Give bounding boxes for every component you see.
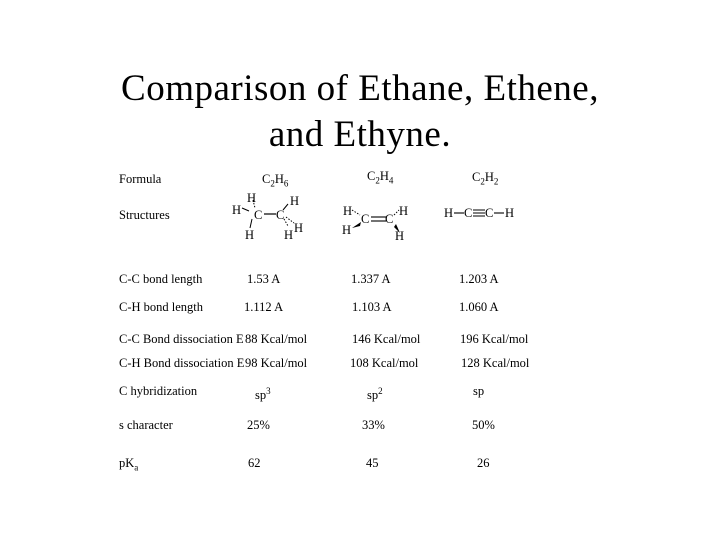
ethane-h-top-left: H [247, 191, 257, 205]
ethene-value: 33% [362, 418, 385, 432]
ethane-value: 88 Kcal/mol [245, 332, 308, 346]
ethane-hybridization: $sp^3$ [255, 386, 271, 403]
ethyne-value: 26 [477, 456, 490, 470]
formula-ethane: $C_2H_6$ [262, 172, 289, 189]
ethyne-value: 1.203 A [459, 272, 499, 286]
ethyne-c2: C [485, 206, 494, 220]
ethane-value: 1.53 A [247, 272, 281, 286]
ethene-h-bottom-right: H [395, 229, 405, 243]
ethane-value: 25% [247, 418, 270, 432]
formula-ethyne: $C_2H_2$ [472, 170, 499, 187]
ethene-value: 1.103 A [352, 300, 392, 314]
ethene-structure [340, 200, 420, 244]
ethyne-value: 1.060 A [459, 300, 499, 314]
ethene-h-bottom-left: H [342, 223, 352, 237]
row-label: C-H Bond dissociation E [119, 356, 245, 370]
ethene-h-top-right: H [399, 204, 409, 218]
row-label: C-H bond length [119, 300, 204, 314]
ethyne-structure [444, 206, 524, 226]
slide-title [0, 66, 720, 158]
ethene-c1: C [361, 212, 370, 226]
ethane-c2: C [276, 208, 285, 222]
ethane-c1: C [254, 208, 263, 222]
ethyne-value: 196 Kcal/mol [460, 332, 529, 346]
formula-label: Formula [119, 172, 162, 186]
ethyne-h-left: H [444, 206, 454, 220]
ethane-h-bottom-left: H [245, 228, 255, 242]
ethene-c2: C [385, 212, 394, 226]
ethane-value: 98 Kcal/mol [245, 356, 308, 370]
row-label: $pK_a$ [119, 456, 139, 473]
row-label: s character [119, 418, 173, 432]
ethene-value: 108 Kcal/mol [350, 356, 419, 370]
ethyne-hybridization: sp [473, 384, 485, 398]
title-line-2: and Ethyne. [268, 114, 452, 155]
ethane-h-right: H [294, 221, 304, 235]
ethyne-value: 50% [472, 418, 495, 432]
structures-label: Structures [119, 208, 170, 222]
ethane-h-left: H [232, 203, 242, 217]
ethene-value: 1.337 A [351, 272, 391, 286]
ethane-value: 62 [248, 456, 261, 470]
ethyne-h-right: H [505, 206, 515, 220]
row-label: C hybridization [119, 384, 198, 398]
title-line-1: Comparison of Ethane, Ethene, [121, 68, 599, 109]
ethane-value: 1.112 A [244, 300, 284, 314]
ethene-value: 45 [366, 456, 379, 470]
formula-ethene: $C_2H_4$ [367, 169, 394, 186]
ethyne-value: 128 Kcal/mol [461, 356, 530, 370]
ethane-h-bottom-right: H [284, 228, 294, 242]
ethene-value: 146 Kcal/mol [352, 332, 421, 346]
ethane-h-top-right: H [290, 194, 300, 208]
ethene-h-top-left: H [343, 204, 353, 218]
ethene-hybridization: $sp^2$ [367, 386, 383, 403]
row-label: C-C Bond dissociation E [119, 332, 244, 346]
ethyne-c1: C [464, 206, 473, 220]
row-label: C-C bond length [119, 272, 203, 286]
ethane-structure [230, 192, 310, 244]
